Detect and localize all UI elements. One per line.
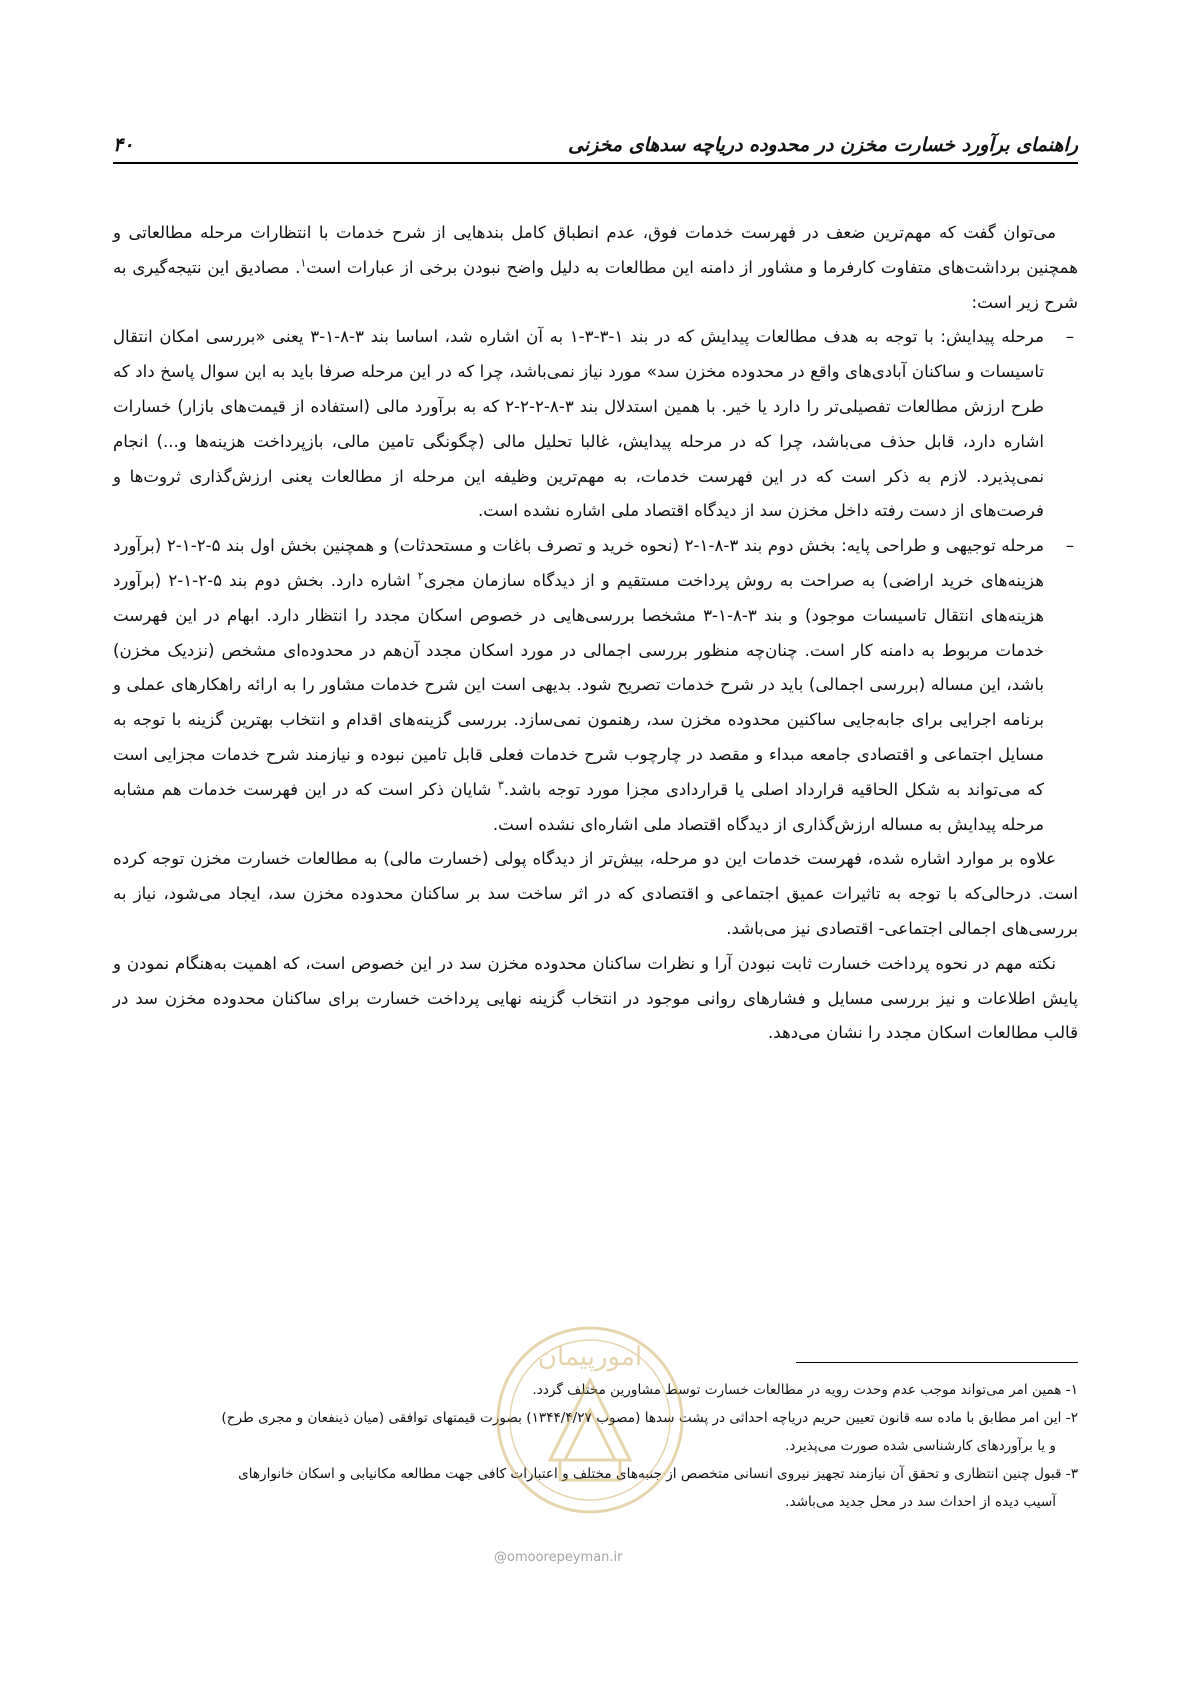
footnote-3: ۳- قبول چنین انتظاری و تحقق آن نیازمند تجهیز نیروی انسانی متخصص از جنبه‌های مختلف و اعتبارات کافی جهت مطالعه مکانیابی و اسکان خانوارهای <box>238 1466 1078 1482</box>
bullet-text-2b: اشاره دارد. بخش دوم بند ۵-۲-۱-۲ (برآورد هزینه‌های انتقال تاسیسات موجود) و بند ۳-۸-۱-۳ مشخصا بررسی‌هایی در خصوص اسکان مجدد را انتظار دارد. ابهام در این فهرست خدمات مربوط به دامنه کار است. چنان‌چه منظور بررسی اجمالی در مورد اسکان مجدد آن‌هم در محدوده‌ای مشخص (نزدیک مخزن) باشد، این مساله (بررسی اجمالی) باید در شرح خدمات تصریح شود. بدیهی است این شرح خدمات مشاور را به ارائه راهکارهای عملی و برنامه اجرایی برای جابه‌جایی ساکنین محدوده مخزن سد، رهنمون نمی‌سازد. بررسی گزینه‌های اقدام و انتخاب بهترین گزینه با توجه به مسایل اجتماعی و اقتصادی جامعه مبداء و مقصد در چارچوب شرح خدمات فعلی قابل تامین نبوده و نیازمند شرح خدمات مجزایی است که می‌تواند به شکل الحاقیه قرارداد اصلی یا قراردادی مجزا مورد توجه باشد. <box>113 570 1044 799</box>
footnote-ref-3[interactable]: ۳ <box>497 778 504 792</box>
paragraph-3: علاوه بر موارد اشاره شده، فهرست خدمات این دو مرحله، بیش‌تر از دیدگاه پولی (خسارت مالی) به مطالعات خسارت مخزن توجه کرده است. درحالی‌که با توجه به تاثیرات عمیق اجتماعی و اقتصادی که در اثر ساخت سد بر ساکنان محدوده مخزن سد، ایجاد می‌شود، نیاز به بررسی‌های اجمالی اجتماعی- اقتصادی نیز می‌باشد. <box>113 849 1078 938</box>
body-text <box>113 216 1078 1051</box>
footnote-ref-1[interactable]: ۱ <box>300 256 307 270</box>
watermark-text: امورپیمان <box>537 1342 643 1372</box>
page-header <box>113 128 1078 164</box>
bullet-text-2c: شایان ذکر است که در این فهرست خدمات هم مشابه مرحله پیدایش به مساله ارزش‌گذاری از دیدگاه اقتصاد ملی اشاره‌ای نشده است. <box>113 779 1044 834</box>
footnote-ref-2[interactable]: ۲ <box>417 569 424 583</box>
intro-text: می‌توان گفت که مهم‌ترین ضعف در فهرست خدمات فوق، عدم انطباق کامل بندهایی از شرح خدمات با انتظارات مرحله مطالعاتی و همچنین برداشت‌های متفاوت کارفرما و مشاور از دامنه این مطالعات به دلیل واضح نبودن برخی از عبارات است <box>113 223 1078 277</box>
footnote-2: ۲- این امر مطابق با ماده سه قانون تعیین حریم دریاچه احداثی در پشت سدها (مصوب ۱۳۴۴/۴/۲۷) بصورت قیمتهای توافقی (میان ذینفعان و مجری طرح) <box>221 1410 1078 1426</box>
bullet-text-2a: مرحله توجیهی و طراحی پایه: بخش دوم بند ۳-۸-۱-۲ (نحوه خرید و تصرف باغات و مستحدثات) و همچنین بخش اول بند ۵-۲-۱-۲ (برآورد هزینه‌های خرید اراضی) به صراحت به روش پرداخت مستقیم و از دیدگاه سازمان مجری <box>113 536 1044 590</box>
header-title: راهنمای برآورد خسارت مخزن در محدوده دریاچه سدهای مخزنی <box>568 134 1078 156</box>
paragraph-intro <box>113 216 1078 320</box>
page-number: ۴۰ <box>113 134 134 156</box>
watermark-url: @omoorepeyman.ir <box>494 1550 623 1565</box>
list-item <box>113 320 1074 529</box>
footnotes <box>113 1376 1078 1516</box>
footnote-separator <box>796 1362 1078 1363</box>
paragraph-4: نکته مهم در نحوه پرداخت خسارت ثابت نبودن آرا و نظرات ساکنان محدوده مخزن سد در این خصوص است، که اهمیت به‌هنگام نمودن و پایش اطلاعات و نیز بررسی مسایل و فشارهای روانی موجود در انتخاب گزینه نهایی پرداخت خسارت برای ساکنان محدوده مخزن سد در قالب مطالعات اسکان مجدد را نشان می‌دهد. <box>113 953 1078 1043</box>
list-item <box>113 529 1074 842</box>
bullet-text-1: مرحله پیدایش: با توجه به هدف مطالعات پیدایش که در بند ۱-۳-۳-۱ به آن اشاره شد، اساسا بند ۳-۸-۱-۳ یعنی «بررسی امکان انتقال تاسیسات و ساکنان آبادی‌های واقع در محدوده مخزن سد» مورد نیاز نمی‌باشد، چرا که در این مرحله صرفا باید به این سوال پاسخ داد که طرح ارزش مطالعات تفصیلی‌تر را دارد یا خیر. با همین استدلال بند ۳-۸-۲-۲-۲ که به برآورد مالی (استفاده از قیمت‌های بازار) خسارات اشاره دارد، قابل حذف می‌باشد، چرا که در مرحله پیدایش، غالبا تحلیل مالی (چگونگی تامین مالی، بازپرداخت هزینه‌ها و...) انجام نمی‌پذیرد. لازم به ذکر است که در این فهرست خدمات، به مهم‌ترین وظیفه این مرحله از مطالعات یعنی ارزش‌گذاری ثروت‌ها و فرصت‌های از دست رفته داخل مخزن سد از دیدگاه اقتصاد ملی اشاره نشده است. <box>113 327 1044 521</box>
footnote-3-continuation: آسیب دیده از احداث سد در محل جدید می‌باشد. <box>785 1494 1056 1510</box>
footnote-1: ۱- همین امر می‌تواند موجب عدم وحدت رویه در مطالعات خسارت توسط مشاورین مختلف گردد. <box>532 1382 1078 1398</box>
bullet-dash: – <box>1065 327 1074 347</box>
bullet-dash: – <box>1065 536 1074 556</box>
footnote-2-continuation: و یا برآوردهای کارشناسی شده صورت می‌پذیرد. <box>785 1438 1056 1454</box>
intro-text-end: . مصادیق این نتیجه‌گیری به شرح زیر است: <box>113 257 1078 312</box>
bullet-list <box>113 320 1078 842</box>
